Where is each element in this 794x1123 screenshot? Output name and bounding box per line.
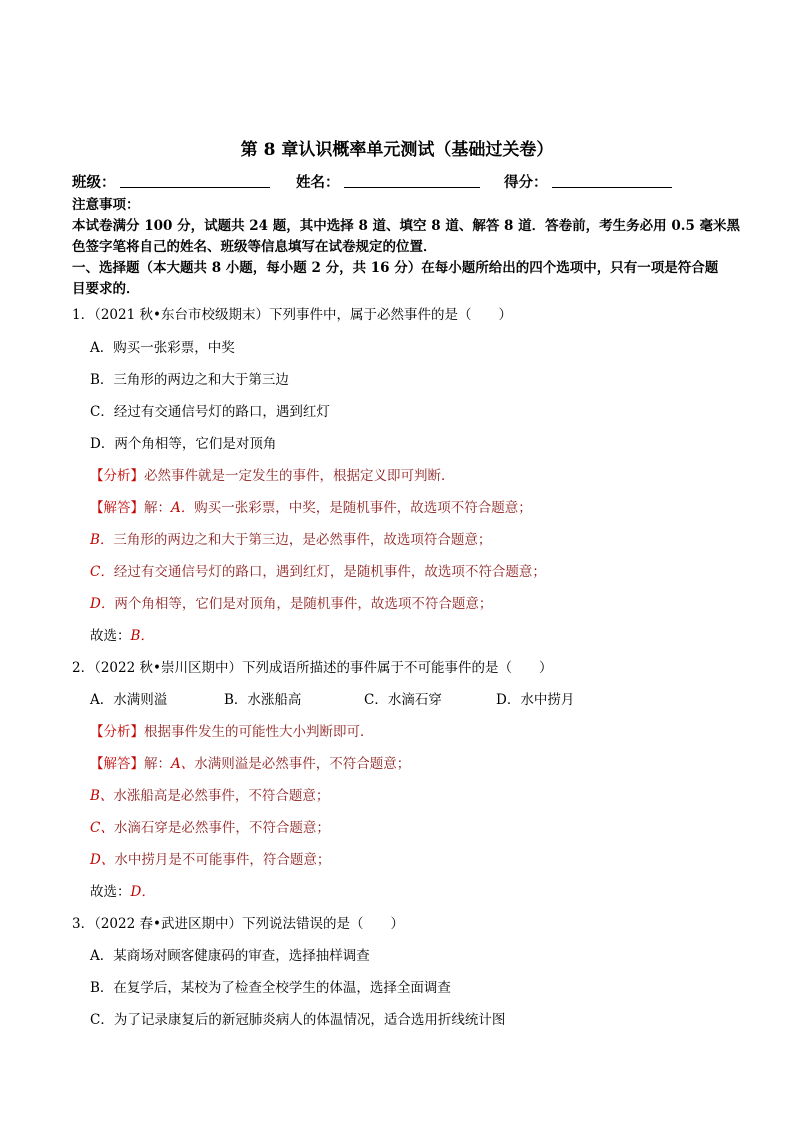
q2-choice <box>90 880 155 900</box>
q2-option-b: B．水涨船高 <box>224 692 302 708</box>
notes-line-2: 色签字笔将自己的姓名、班级等信息填写在试卷规定的位置． <box>72 239 437 255</box>
q1-option-c: C．经过有交通信号灯的路口，遇到红灯 <box>90 404 330 420</box>
q2-option-a: A．水满则溢 <box>90 692 168 708</box>
answer-text: 水满则溢是必然事件，不符合题意； <box>194 756 411 772</box>
q1-answer-line-a <box>90 496 532 516</box>
q2-answer-line-a <box>90 752 410 772</box>
answer-text: 三角形的两边之和大于第三边，是必然事件，故选项符合题意； <box>113 532 492 548</box>
answer-text: 水滴石穿是必然事件，不符合题意； <box>113 820 330 836</box>
q1-choice <box>90 624 154 644</box>
answer-letter: B． <box>90 532 114 548</box>
notes-heading: 注意事项： <box>72 197 140 213</box>
q2-answer-line-d <box>90 848 330 868</box>
choose-value: D． <box>130 884 155 900</box>
q2-answer-line-c <box>90 816 330 836</box>
question-1-stem: 1．（2021 秋•东台市校级期末）下列事件中，属于必然事件的是（ ） <box>72 307 512 323</box>
answer-letter: C、 <box>90 820 114 836</box>
answer-text: 水涨船高是必然事件，不符合题意； <box>113 788 330 804</box>
class-label: 班级： <box>72 174 116 191</box>
answer-letter: A． <box>171 500 195 516</box>
q2-option-d: D．水中捞月 <box>496 692 575 708</box>
question-3-stem: 3．（2022 春•武进区期中）下列说法错误的是（ ） <box>72 916 404 932</box>
answer-text: 两个角相等，它们是对顶角，是随机事件，故选项不符合题意； <box>114 596 493 612</box>
notes-line-1: 本试卷满分 100 分，试题共 24 题，其中选择 8 道、填空 8 道、解答 8 道．答卷前，考生务必用 0.5 毫米黑 <box>72 218 741 234</box>
q3-option-b: B．在复学后，某校为了检查全校学生的体温，选择全面调查 <box>90 980 451 996</box>
answer-letter: C． <box>90 564 114 580</box>
answer-prefix: 解： <box>144 500 171 516</box>
q1-option-b: B．三角形的两边之和大于第三边 <box>90 372 289 388</box>
q1-option-d: D．两个角相等，它们是对顶角 <box>90 436 277 452</box>
analysis-tag: 【分析】 <box>90 724 144 740</box>
score-label: 得分： <box>504 174 548 191</box>
q1-answer-line-c <box>90 560 546 580</box>
q1-answer-line-b <box>90 528 491 548</box>
answer-letter: A、 <box>171 756 195 772</box>
name-label: 姓名： <box>296 174 340 191</box>
answer-letter: B、 <box>90 788 114 804</box>
score-blank[interactable] <box>552 187 672 188</box>
answer-letter: D． <box>90 596 115 612</box>
analysis-text: 根据事件发生的可能性大小判断即可． <box>144 724 374 740</box>
answer-letter: D、 <box>90 852 115 868</box>
q1-analysis <box>90 464 455 484</box>
choose-value: B． <box>130 628 154 644</box>
q2-option-c: C．水滴石穿 <box>364 692 442 708</box>
answer-tag: 【解答】 <box>90 756 144 772</box>
section-heading-2: 目要求的． <box>72 281 140 297</box>
q1-answer-line-d <box>90 592 492 612</box>
answer-tag: 【解答】 <box>90 500 144 516</box>
analysis-tag: 【分析】 <box>90 468 144 484</box>
name-blank[interactable] <box>344 187 480 188</box>
section-heading-1: 一、选择题（本大题共 8 小题，每小题 2 分，共 16 分）在每小题所给出的四个选项中，只有一项是符合题 <box>72 260 719 276</box>
choose-label: 故选： <box>90 884 131 900</box>
analysis-text: 必然事件就是一定发生的事件，根据定义即可判断． <box>144 468 455 484</box>
answer-text: 水中捞月是不可能事件，符合题意； <box>114 852 331 868</box>
choose-label: 故选： <box>90 628 131 644</box>
q2-analysis <box>90 720 374 740</box>
answer-text: 购买一张彩票，中奖，是随机事件，故选项不符合题意； <box>194 500 532 516</box>
q1-option-a: A．购买一张彩票，中奖 <box>90 340 235 356</box>
class-blank[interactable] <box>120 187 270 188</box>
answer-text: 经过有交通信号灯的路口，遇到红灯，是随机事件，故选项不符合题意； <box>113 564 546 580</box>
answer-prefix: 解： <box>144 756 171 772</box>
q3-option-c: C．为了记录康复后的新冠肺炎病人的体温情况，适合选用折线统计图 <box>90 1012 506 1028</box>
q3-option-a: A．某商场对顾客健康码的审查，选择抽样调查 <box>90 948 370 964</box>
question-2-stem: 2．（2022 秋•崇川区期中）下列成语所描述的事件属于不可能事件的是（ ） <box>72 660 553 676</box>
page-title: 第 8 章认识概率单元测试（基础过关卷） <box>240 140 554 160</box>
q2-answer-line-b <box>90 784 329 804</box>
